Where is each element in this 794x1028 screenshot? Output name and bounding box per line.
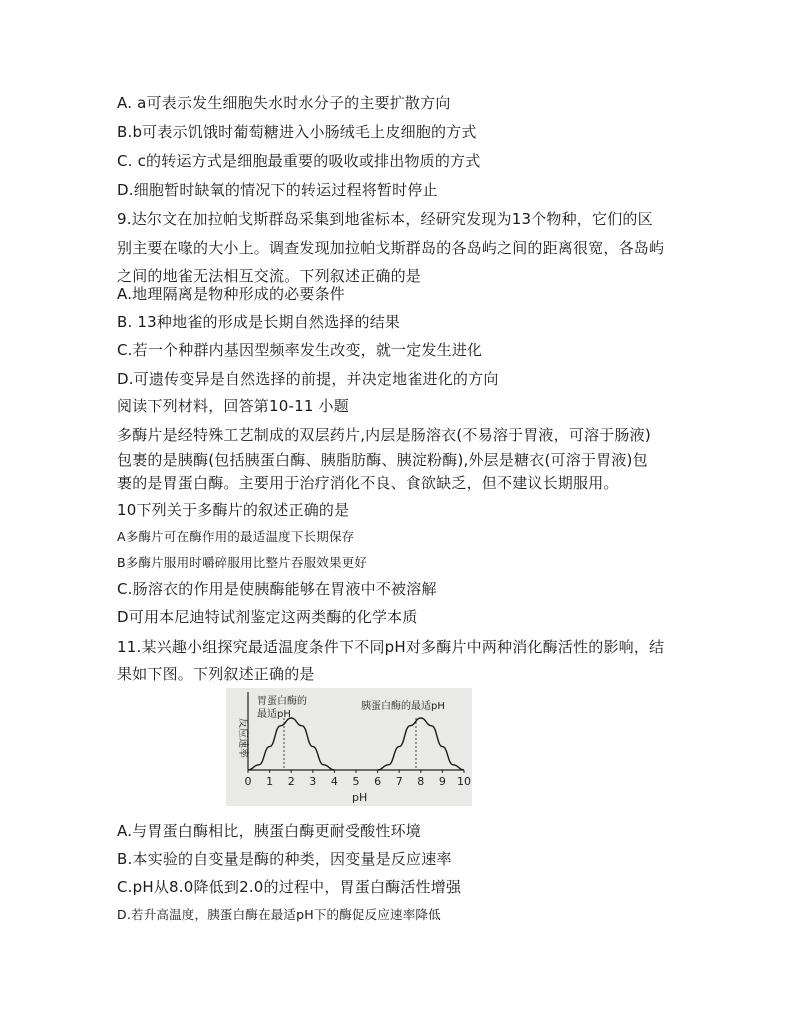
option-9a: A.地理隔离是物种形成的必要条件 bbox=[117, 285, 345, 303]
option-10b: B多酶片服用时嚼碎服用比整片吞服效果更好 bbox=[117, 555, 368, 570]
option-11d: D.若升高温度，胰蛋白酶在最适pH下的酶促反应速率降低 bbox=[117, 907, 441, 922]
option-8d: D.细胞暂时缺氧的情况下的转运过程将暂时停止 bbox=[117, 181, 438, 199]
reading-instruction: 阅读下列材料，回答第10-11 小题 bbox=[117, 397, 349, 415]
option-11c: C.pH从8.0降低到2.0的过程中，胃蛋白酶活性增强 bbox=[117, 878, 462, 896]
material-line-2: 包裹的是胰酶(包括胰蛋白酶、胰脂肪酶、胰淀粉酶),外层是糖衣(可溶于胃液)包 bbox=[117, 451, 648, 469]
option-10d: D可用本尼迪特试剂鉴定这两类酶的化学本质 bbox=[117, 608, 418, 626]
trypsin-curve bbox=[378, 718, 464, 770]
option-10a: A多酶片可在酶作用的最适温度下长期保存 bbox=[117, 529, 355, 544]
option-9d: D.可遗传变异是自然选择的前提，并决定地雀进化的方向 bbox=[117, 370, 499, 388]
x-tick-label: 7 bbox=[395, 775, 403, 788]
option-9b: B. 13种地雀的形成是长期自然选择的结果 bbox=[117, 313, 401, 331]
question-11-line-2: 果如下图。下列叙述正确的是 bbox=[117, 665, 315, 683]
x-tick-label: 1 bbox=[266, 775, 274, 788]
option-11a: A.与胃蛋白酶相比，胰蛋白酶更耐受酸性环境 bbox=[117, 822, 421, 840]
x-tick-label: 9 bbox=[438, 775, 446, 788]
material-line-1: 多酶片是经特殊工艺制成的双层药片,内层是肠溶衣(不易溶于胃液，可溶于肠液) bbox=[117, 426, 651, 444]
chart-svg bbox=[226, 688, 472, 806]
option-8a: A. a可表示发生细胞失水时水分子的主要扩散方向 bbox=[117, 94, 451, 112]
x-tick-label: 6 bbox=[374, 775, 382, 788]
x-tick-label: 0 bbox=[244, 775, 252, 788]
option-11b: B.本实验的自变量是酶的种类，因变量是反应速率 bbox=[117, 850, 452, 868]
y-axis-label: 反应速率 bbox=[237, 718, 248, 758]
question-10: 10下列关于多酶片的叙述正确的是 bbox=[117, 501, 350, 519]
option-8c: C. c的转运方式是细胞最重要的吸收或排出物质的方式 bbox=[117, 152, 481, 170]
x-tick-label: 3 bbox=[309, 775, 317, 788]
x-tick-label: 4 bbox=[330, 775, 338, 788]
x-tick-label: 10 bbox=[457, 775, 471, 788]
question-9-line-2: 别主要在喙的大小上。调查发现加拉帕戈斯群岛的各岛屿之间的距离很宽，各岛屿 bbox=[117, 239, 665, 257]
x-tick-label: 8 bbox=[417, 775, 425, 788]
question-11-line-1: 11.某兴趣小组探究最适温度条件下不同pH对多酶片中两种消化酶活性的影响，结 bbox=[117, 638, 665, 656]
trypsin-annotation: 胰蛋白酶的最适pH bbox=[361, 701, 445, 712]
ph-reaction-rate-chart bbox=[226, 688, 472, 806]
question-9-line-3: 之间的地雀无法相互交流。下列叙述正确的是 bbox=[117, 267, 422, 285]
option-8b: B.b可表示饥饿时葡萄糖进入小肠绒毛上皮细胞的方式 bbox=[117, 123, 477, 141]
pepsin-annotation-line-1: 胃蛋白酶的 bbox=[257, 696, 307, 707]
pepsin-curve bbox=[248, 718, 334, 770]
material-line-3: 裹的是胃蛋白酶。主要用于治疗消化不良、食欲缺乏，但不建议长期服用。 bbox=[117, 474, 619, 492]
x-tick-label: 2 bbox=[287, 775, 295, 788]
pepsin-annotation-line-2: 最适pH bbox=[257, 709, 291, 720]
x-tick-label: 5 bbox=[352, 775, 360, 788]
option-9c: C.若一个种群内基因型频率发生改变，就一定发生进化 bbox=[117, 341, 483, 359]
x-axis-label: pH bbox=[352, 791, 368, 804]
question-9-line-1: 9.达尔文在加拉帕戈斯群岛采集到地雀标本，经研究发现为13个物种，它们的区 bbox=[117, 210, 653, 228]
option-10c: C.肠溶衣的作用是使胰酶能够在胃液中不被溶解 bbox=[117, 580, 437, 598]
